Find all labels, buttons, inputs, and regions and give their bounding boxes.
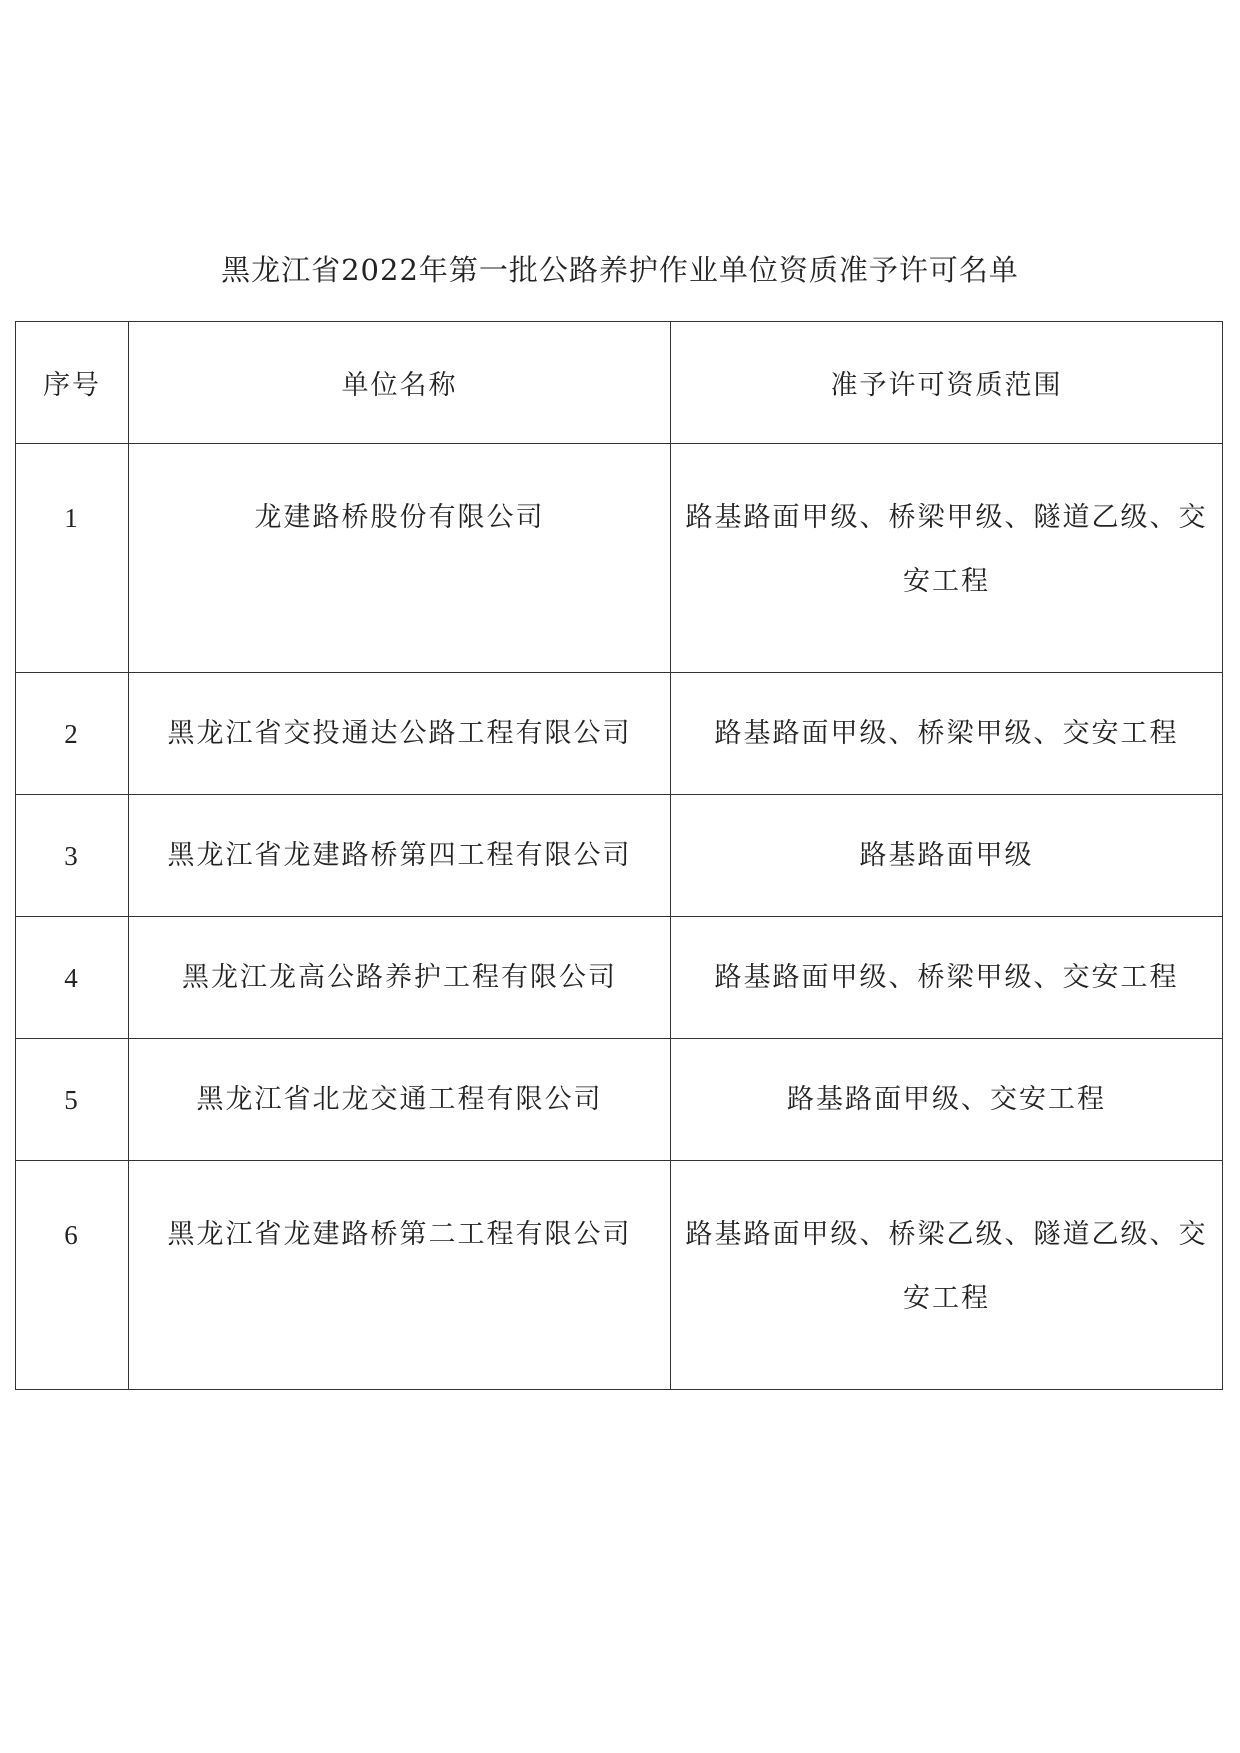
row-company: 龙建路桥股份有限公司 xyxy=(129,444,671,673)
table-row xyxy=(16,1039,1223,1161)
row-scope: 路基路面甲级、桥梁甲级、交安工程 xyxy=(671,673,1223,795)
row-company: 黑龙江龙高公路养护工程有限公司 xyxy=(129,917,671,1039)
header-scope: 准予许可资质范围 xyxy=(671,322,1223,444)
permit-table xyxy=(15,321,1223,1390)
row-index: 5 xyxy=(16,1039,129,1161)
row-index: 6 xyxy=(16,1161,129,1390)
table-header-row xyxy=(16,322,1223,444)
row-scope: 路基路面甲级、桥梁甲级、交安工程 xyxy=(671,917,1223,1039)
table-row xyxy=(16,795,1223,917)
row-company: 黑龙江省交投通达公路工程有限公司 xyxy=(129,673,671,795)
row-scope: 路基路面甲级、桥梁乙级、隧道乙级、交安工程 xyxy=(671,1161,1223,1390)
row-scope: 路基路面甲级 xyxy=(671,795,1223,917)
row-index: 2 xyxy=(16,673,129,795)
row-company: 黑龙江省龙建路桥第二工程有限公司 xyxy=(129,1161,671,1390)
row-index: 4 xyxy=(16,917,129,1039)
row-scope: 路基路面甲级、桥梁甲级、隧道乙级、交安工程 xyxy=(671,444,1223,673)
table-row xyxy=(16,1161,1223,1390)
row-company: 黑龙江省龙建路桥第四工程有限公司 xyxy=(129,795,671,917)
table-row xyxy=(16,917,1223,1039)
table-row xyxy=(16,444,1223,673)
row-index: 3 xyxy=(16,795,129,917)
row-company: 黑龙江省北龙交通工程有限公司 xyxy=(129,1039,671,1161)
page-title: 黑龙江省2022年第一批公路养护作业单位资质准予许可名单 xyxy=(221,253,1019,287)
header-index: 序号 xyxy=(16,322,129,444)
header-company: 单位名称 xyxy=(129,322,671,444)
row-scope: 路基路面甲级、交安工程 xyxy=(671,1039,1223,1161)
row-index: 1 xyxy=(16,444,129,673)
table-row xyxy=(16,673,1223,795)
